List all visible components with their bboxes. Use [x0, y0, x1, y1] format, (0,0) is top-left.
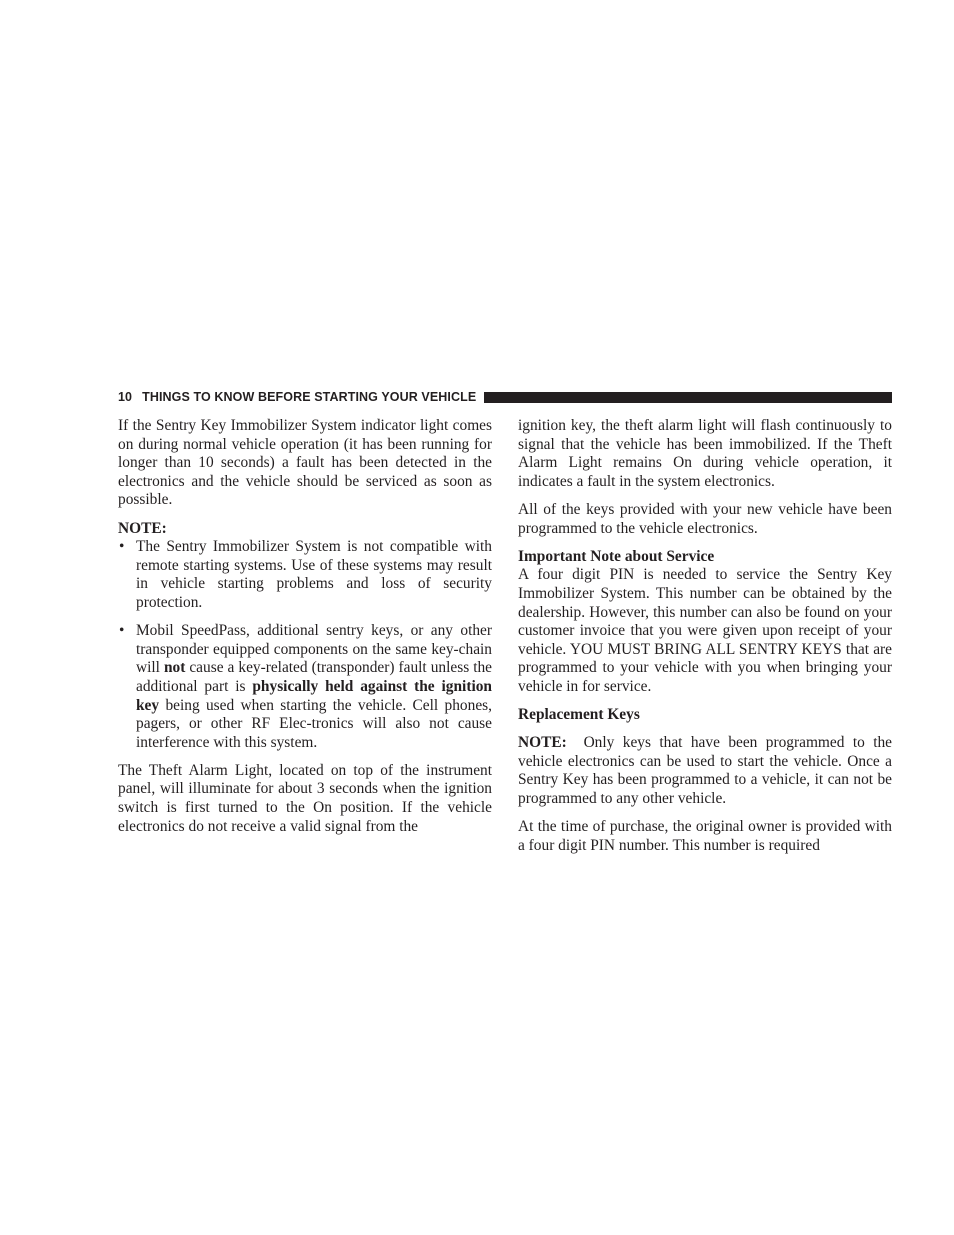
right-column	[518, 417, 896, 865]
paragraph-keys-programmed: All of the keys provided with your new vehicle have been programmed to the vehicle electronics.	[518, 500, 892, 537]
list-item	[118, 622, 492, 752]
subhead-important-note: Important Note about Service	[518, 547, 715, 565]
note-text: Only keys that have been programmed to the vehicle electronics can be used to start the vehicle. Once a Sentry Key has been programmed to a vehicle, it can not be programmed to any other vehicle.	[518, 734, 896, 808]
page-number: 10	[118, 390, 133, 404]
page-header	[118, 388, 892, 406]
left-column	[118, 417, 492, 846]
paragraph-theft-alarm-light: The Theft Alarm Light, located on top of the instrument panel, will illuminate for about 3 seconds when the ignition switch is first turned to the On position. If the vehicle electronics do not receive a valid signal from the	[118, 761, 492, 835]
note-bullet-list	[118, 538, 492, 752]
bullet-mark: •	[119, 622, 125, 640]
note-label: NOTE:	[118, 519, 167, 537]
paragraph-indicator-fault: If the Sentry Key Immobilizer System indicator light comes on during normal vehicle operation (it has been running for longer than 10 seconds) a fault has been detected in the electronics and the vehicle should be serviced as soon as possible.	[118, 417, 492, 509]
paragraph-pin-owner: At the time of purchase, the original owner is provided with a four digit PIN number. This number is required	[518, 818, 892, 854]
header-rule	[484, 392, 892, 403]
paragraph-replacement-note	[518, 734, 896, 808]
paragraph-immobilized: ignition key, the theft alarm light will flash continuously to signal that the vehicle has been immobilized. If the Theft Alarm Light remains On during vehicle operation, it indicates a fault in the system electronics.	[518, 417, 892, 490]
bold-not: not	[163, 659, 186, 677]
bullet-mark: •	[119, 538, 125, 556]
list-item	[118, 538, 492, 612]
bullet-text-part: being used when starting the vehicle. Cell phones, pagers, or other RF Elec-tronics will also not cause interference with this system.	[136, 696, 492, 751]
bullet-text-remote-start: The Sentry Immobilizer System is not compatible with remote starting systems. Use of these systems may result in vehicle starting problems and loss of security protection.	[136, 538, 492, 611]
note-label: NOTE:	[518, 734, 567, 752]
section-title: THINGS TO KNOW BEFORE STARTING YOUR VEHICLE	[142, 390, 477, 404]
bullet-text-part: Mobil SpeedPass, additional sentry keys, or any other transponder equipped components on the same key-chain will	[136, 622, 492, 677]
paragraph-pin-service: A four digit PIN is needed to service the Sentry Key Immobilizer System. This number can be obtained by the dealership. However, this number can also be found on your customer invoice that you were given upon receipt of your vehicle. YOU MUST BRING ALL SENTRY KEYS that are programmed to your vehicle with you when bringing your vehicle in for service.	[518, 566, 892, 695]
bold-physically-held: physically held against the ignition key	[136, 677, 492, 714]
bullet-text-part: cause a key-related (transponder) fault unless the additional part is	[136, 659, 492, 695]
subhead-replacement-keys: Replacement Keys	[518, 706, 640, 724]
bullet-text-speedpass	[136, 622, 492, 751]
